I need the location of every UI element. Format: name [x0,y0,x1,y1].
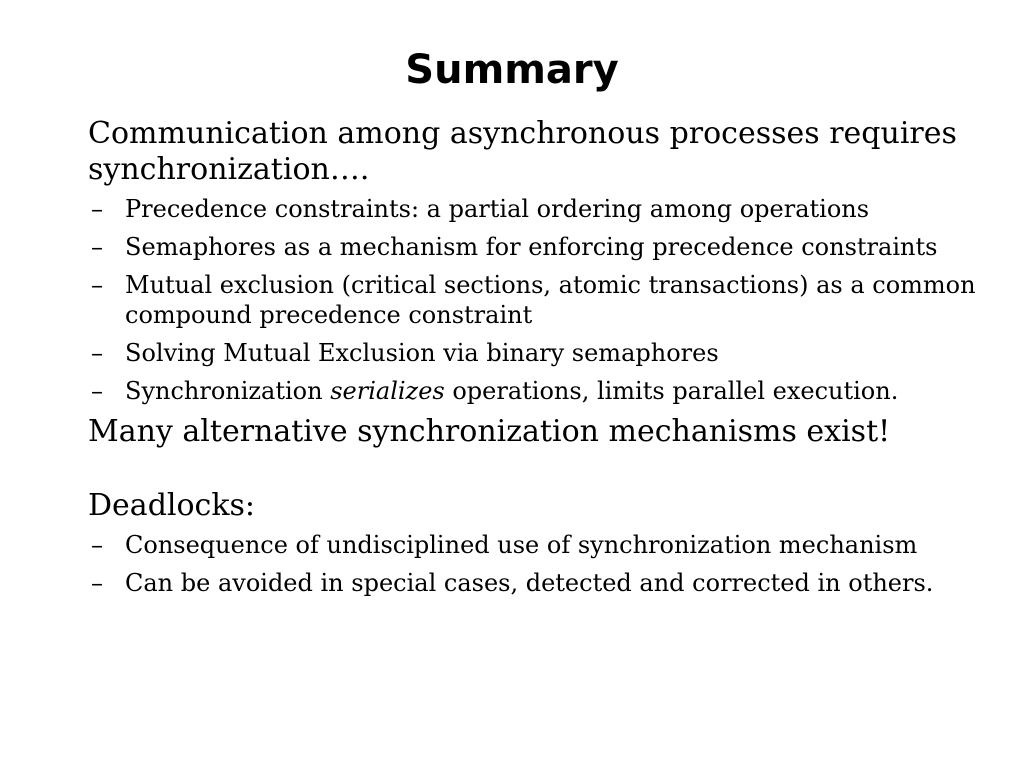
list-item [88,270,988,330]
list-item-text: Precedence constraints: a partial ordering among operations [125,195,870,223]
list-item-text: Solving Mutual Exclusion via binary semaphores [125,339,719,367]
dash-bullet: – [91,271,103,299]
sync-points-list [88,194,988,406]
list-item [88,376,988,406]
slide-title: Summary [405,47,619,93]
text-before-emphasis: Synchronization [125,377,331,405]
alternatives-text: Many alternative synchronization mechanisms exist! [88,414,891,449]
dash-bullet: – [91,233,103,261]
list-item [88,194,988,224]
dash-bullet: – [91,195,103,223]
text-after-emphasis: operations, limits parallel execution. [444,377,899,405]
list-item [88,568,988,598]
list-item [88,530,988,560]
list-item-text: Mutual exclusion (critical sections, atomic transactions) as a common compound precedence constraint [125,271,976,329]
deadlocks-heading: Deadlocks: [88,488,256,523]
dash-bullet: – [91,531,103,559]
slide-body [88,116,988,606]
intro-text: Communication among asynchronous processes requires synchronization…. [88,116,957,187]
dash-bullet: – [91,569,103,597]
dash-bullet: – [91,377,103,405]
dash-bullet: – [91,339,103,367]
list-item [88,232,988,262]
list-item-text [125,377,898,405]
list-item-text: Semaphores as a mechanism for enforcing precedence constraints [125,233,938,261]
list-item-text: Can be avoided in special cases, detected and corrected in others. [125,569,934,597]
list-item-text: Consequence of undisciplined use of synchronization mechanism [125,531,918,559]
emphasis-text: serializes [330,377,445,405]
deadlock-points-list [88,530,988,598]
list-item [88,338,988,368]
